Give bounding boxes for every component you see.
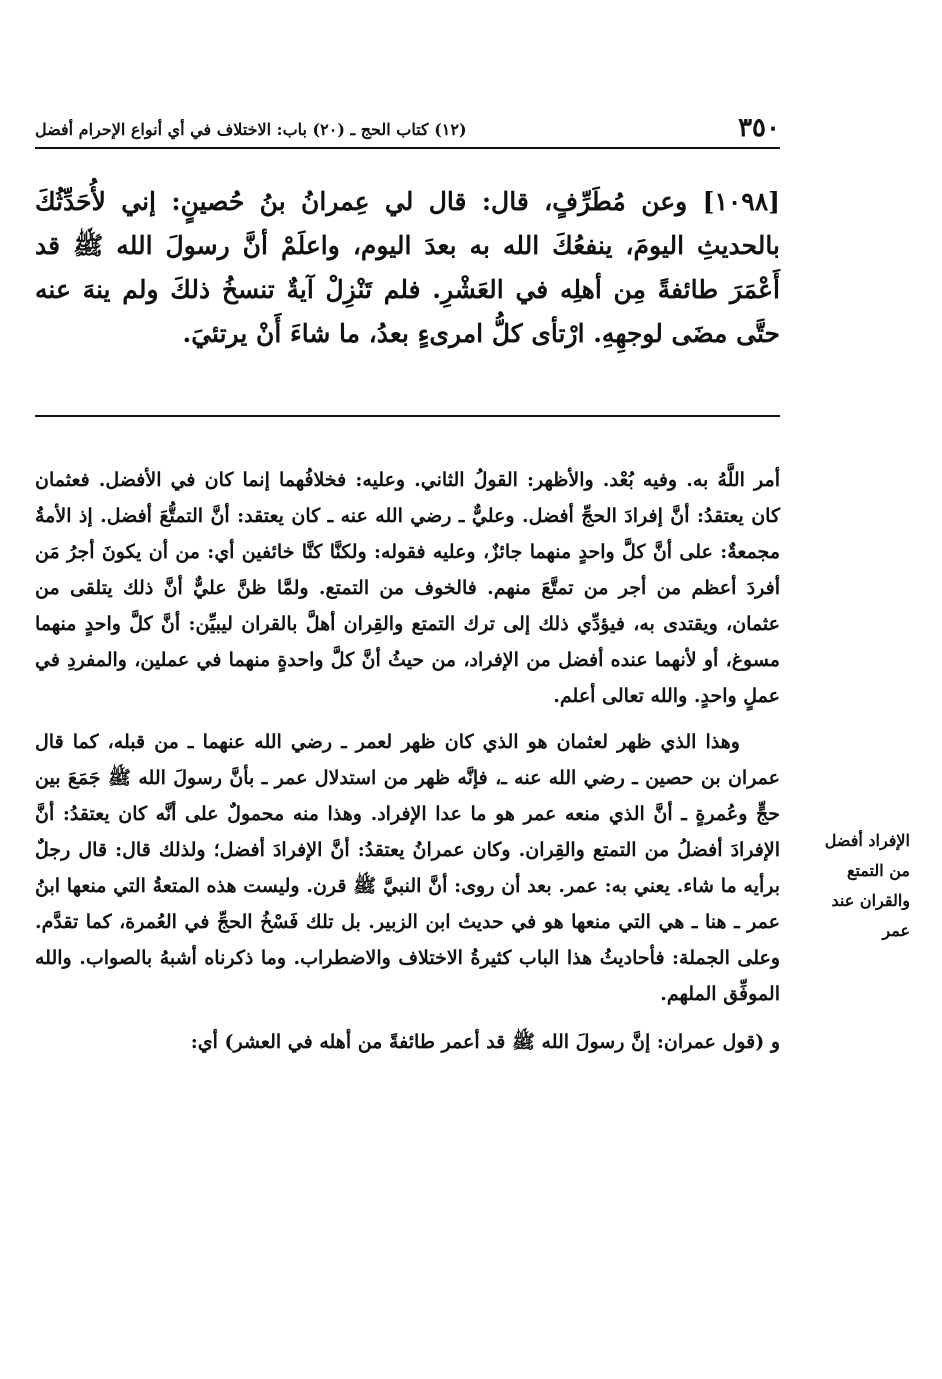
commentary-paragraph-3: و (قول عمران: إنَّ رسولَ الله ﷺ قد أعمر طائفةً من أهله في العشر) أي: <box>190 1031 780 1053</box>
margin-note-line-1: الإفراد أفضل <box>824 831 910 850</box>
margin-note-line-4: عمر <box>882 921 910 940</box>
hadith-paragraph: [١٠٩٨] وعن مُطَرِّفٍ، قال: قال لي عِمرانُ بنُ حُصينٍ: إني لأُحَدِّثُكَ بالحديثِ اليومَ، ينفعُكَ الله به بعدَ اليوم، واعلَمْ أنَّ رسولَ الله ﷺ قد أَعْمَرَ طائفةً مِن أهلِه في العَشْرِ. فلم تَنْزِلْ آيةٌ تنسخُ ذلكَ ولم ينهَ عنه حتَّى مضَى لوجهِهِ. ارْتأى كلُّ امرىءٍ بعدُ، ما شاءَ أَنْ يرتئيَ. <box>35 187 780 348</box>
page-number: ٣٥٠ <box>738 113 780 143</box>
hadith-text-block <box>35 180 780 356</box>
commentary-paragraph-1: أمر اللَّهُ به. وفيه بُعْد. والأظهر: القولُ الثاني. وعليه: فخلافُهما إنما كان في الأفضل. فعثمان كان يعتقدُ: أنَّ إفرادَ الحجِّ أفضل. وعليٌّ ـ رضي الله عنه ـ كان يعتقد: أنَّ التمتُّعَ أفضل. إذ الأمةُ مجمعةٌ: على أنَّ كلَّ واحدٍ منهما جائزٌ، وعليه فقوله: ولكنَّا كنَّا خائفين أي: من أن يكونَ أجرُ مَن أفردَ أعظم من أجر من تمتَّعَ منهم. فالخوف من التمتع. ولمَّا ظنَّ عليٌّ أنَّ ذلك يتلقى من عثمان، ويقتدى به، فيؤدِّي ذلك إلى ترك التمتع والقِران أهلَّ بالقران ليبيِّن: أنَّ كلَّ واحدٍ منهما مسوغ، أو لأنهما عنده أفضل من الإفراد، من حيثُ أنَّ كلَّ واحدةٍ منهما في عملين، والمفردِ في عملٍ واحدٍ. والله تعالى أعلم. <box>35 469 780 707</box>
commentary-paragraph-2: وهذا الذي ظهر لعثمان هو الذي كان ظهر لعمر ـ رضي الله عنهما ـ من قبله، كما قال عمران بن حصين ـ رضي الله عنه ـ، فإنَّه ظهر من استدلال عمر ـ بأنَّ رسولَ الله ﷺ جَمَعَ بين حجٍّ وعُمرةٍ ـ أنَّ الذي منعه عمر هو ما عدا الإفراد. وهذا منه محمولٌ على أنَّه كان يعتقدُ: أنَّ الإفرادَ أفضلُ من التمتع والقِران. وكان عمرانُ يعتقدُ: أنَّ الإفرادَ أفضل؛ ولذلك قال: قال رجلٌ برأيه ما شاء. يعني به: عمر. بعد أن روى: أنَّ النبيَّ ﷺ قرن. وليست هذه المتعةُ التي منعها ابنُ عمر ـ هنا ـ هي التي منعها هو في حديث ابن الزبير. بل تلك فَسْخُ الحجِّ في العُمرة، كما تقدَّم. وعلى الجملة: فأحاديثُ هذا الباب كثيرةُ الاختلاف والاضطراب. وما ذكرناه أشبهُ بالصواب. والله الموفِّق الملهم. <box>35 731 780 1005</box>
margin-note-line-3: والقران عند <box>831 891 910 910</box>
margin-note <box>800 826 910 946</box>
commentary-block <box>35 462 780 1060</box>
section-divider <box>35 415 780 417</box>
page-header <box>35 108 780 144</box>
margin-note-line-2: من التمتع <box>846 861 910 880</box>
running-head: (١٢) كتاب الحج ـ (٢٠) باب: الاختلاف في أي أنواع الإحرام أفضل <box>35 120 467 139</box>
header-rule <box>35 147 780 149</box>
